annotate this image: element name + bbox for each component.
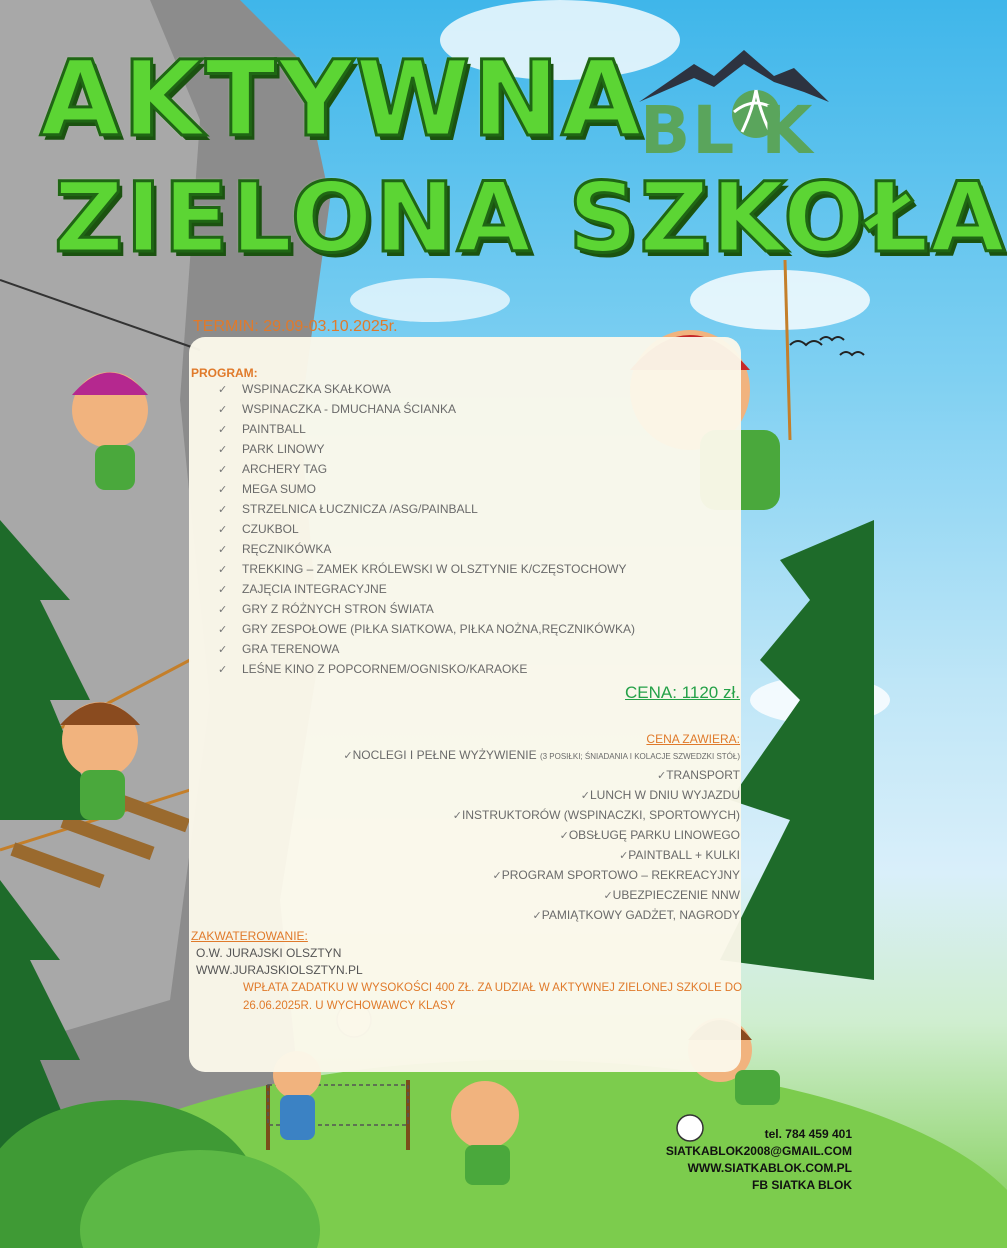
check-icon: ✓ — [559, 830, 569, 842]
check-icon: ✓ — [603, 890, 613, 902]
accommodation-name: O.W. JURAJSKI OLSZTYN — [196, 946, 342, 960]
list-item: ✓ WSPINACZKA SKAŁKOWA — [218, 382, 391, 396]
list-item: ✓PROGRAM SPORTOWO – REKREACYJNY — [329, 866, 740, 886]
contact-phone[interactable]: tel. 784 459 401 — [764, 1127, 852, 1141]
termin-dates: TERMIN: 29.09-03.10.2025r. — [193, 318, 398, 335]
cloud — [690, 270, 870, 330]
list-item: ✓ LEŚNE KINO Z POPCORNEM/OGNISKO/KARAOKE — [218, 662, 528, 676]
contact-block — [666, 1126, 852, 1194]
title-line-1: AKTYWNA — [40, 38, 644, 160]
list-item: ✓ WSPINACZKA - DMUCHANA ŚCIANKA — [218, 402, 457, 416]
birds — [790, 337, 864, 355]
program-label: PROGRAM: — [191, 366, 258, 380]
check-icon: ✓ — [218, 604, 228, 616]
check-icon: ✓ — [218, 564, 228, 576]
list-item: ✓TRANSPORT — [329, 766, 740, 786]
contact-website[interactable]: WWW.SIATKABLOK.COM.PL — [687, 1161, 852, 1175]
contact-email[interactable]: SIATKABLOK2008@GMAIL.COM — [665, 1144, 852, 1158]
price-includes-list — [329, 746, 740, 926]
check-icon: ✓ — [580, 790, 590, 802]
check-icon: ✓ — [218, 384, 228, 396]
check-icon: ✓ — [218, 544, 228, 556]
list-item: ✓ ZAJĘCIA INTEGRACYJNE — [218, 582, 387, 596]
list-item: ✓ MEGA SUMO — [218, 482, 317, 496]
list-item: ✓ RĘCZNIKÓWKA — [218, 542, 332, 556]
check-icon: ✓ — [656, 770, 667, 782]
list-item: ✓ STRZELNICA ŁUCZNICZA /ASG/PAINBALL — [218, 502, 478, 516]
accommodation-label: ZAKWATEROWANIE: — [191, 929, 308, 943]
list-item: ✓PAINTBALL + KULKI — [329, 846, 740, 866]
contact-facebook[interactable]: FB SIATKA BLOK — [752, 1178, 852, 1192]
cloud — [350, 278, 510, 322]
check-icon: ✓ — [218, 504, 228, 516]
check-icon: ✓ — [492, 870, 502, 882]
check-icon: ✓ — [218, 664, 228, 676]
check-icon: ✓ — [343, 750, 353, 762]
accommodation-website[interactable]: WWW.JURAJSKIOLSZTYN.PL — [196, 963, 363, 977]
list-item: ✓ TREKKING – ZAMEK KRÓLEWSKI W OLSZTYNIE K/CZĘSTOCHOWY — [218, 562, 627, 576]
list-item: ✓ GRA TERENOWA — [218, 642, 340, 656]
list-item: ✓ ARCHERY TAG — [218, 462, 328, 476]
pine-tree — [720, 520, 874, 980]
list-item: ✓ GRY Z RÓŻNYCH STRON ŚWIATA — [218, 602, 434, 616]
meals-note: (3 POSIŁKI; ŚNIADANIA I KOLACJE SZWEDZKI STÓŁ) — [539, 752, 740, 761]
check-icon: ✓ — [532, 910, 542, 922]
program-list — [218, 381, 635, 681]
check-icon: ✓ — [218, 524, 228, 536]
list-item: ✓ PAINTBALL — [218, 422, 306, 436]
check-icon: ✓ — [218, 584, 228, 596]
list-item: ✓ GRY ZESPOŁOWE (PIŁKA SIATKOWA, PIŁKA NOŻNA,RĘCZNIKÓWKA) — [218, 622, 635, 636]
logo-text: BL K — [640, 92, 815, 169]
check-icon: ✓ — [218, 444, 228, 456]
check-icon: ✓ — [218, 484, 228, 496]
list-item: ✓NOCLEGI I PEŁNE WYŻYWIENIE (3 POSIŁKI; ŚNIADANIA I KOLACJE SZWEDZKI STÓŁ) — [329, 746, 740, 766]
check-icon: ✓ — [218, 404, 228, 416]
check-icon: ✓ — [218, 464, 228, 476]
list-item: ✓INSTRUKTORÓW (WSPINACZKI, SPORTOWYCH) — [329, 806, 740, 826]
list-item: ✓LUNCH W DNIU WYJAZDU — [329, 786, 740, 806]
title-line-2: ZIELONA SZKOŁA — [54, 162, 1007, 274]
list-item: ✓ CZUKBOL — [218, 522, 299, 536]
price: CENA: 1120 zł. — [625, 683, 740, 702]
payment-note: WPŁATA ZADATKU W WYSOKOŚCI 400 ZŁ. ZA UDZIAŁ W AKTYWNEJ ZIELONEJ SZKOLE DO 26.06.2025R. U WYCHOWAWCY KLASY — [243, 982, 743, 1012]
check-icon: ✓ — [218, 624, 228, 636]
price-includes-label: CENA ZAWIERA: — [646, 732, 740, 746]
list-item: ✓PAMIĄTKOWY GADŻET, NAGRODY — [329, 906, 740, 926]
list-item: ✓OBSŁUGĘ PARKU LINOWEGO — [329, 826, 740, 846]
list-item: ✓ PARK LINOWY — [218, 442, 325, 456]
check-icon: ✓ — [218, 424, 228, 436]
check-icon: ✓ — [452, 810, 462, 822]
check-icon: ✓ — [619, 850, 629, 862]
list-item: ✓UBEZPIECZENIE NNW — [329, 886, 740, 906]
check-icon: ✓ — [218, 644, 228, 656]
